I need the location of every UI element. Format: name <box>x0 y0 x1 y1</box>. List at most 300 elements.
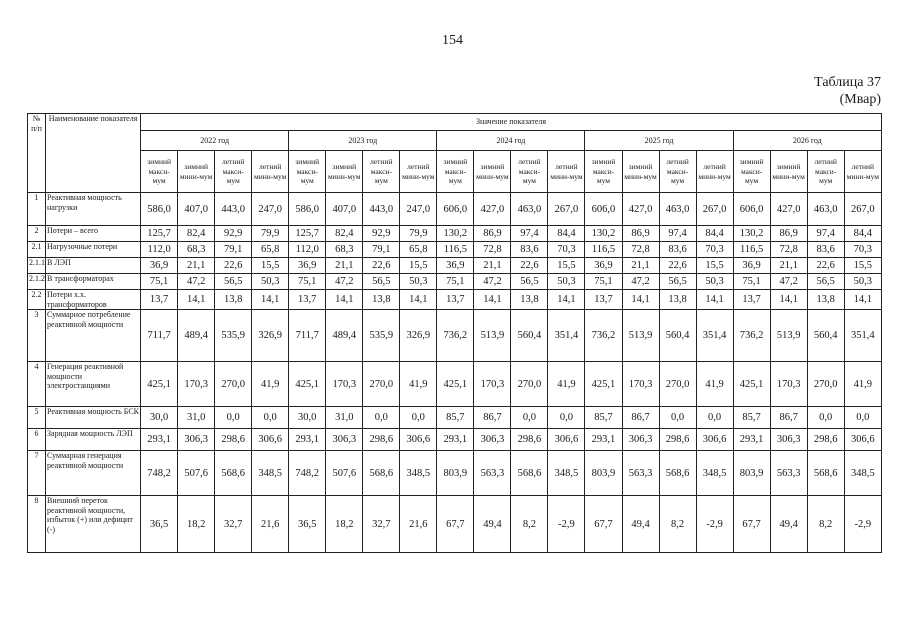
value-cell: 47,2 <box>622 274 659 290</box>
value-cell: 14,1 <box>252 290 289 310</box>
value-cell: 79,1 <box>215 242 252 258</box>
value-cell: 13,8 <box>363 290 400 310</box>
value-cell: 30,0 <box>289 407 326 429</box>
table-title: Таблица 37 <box>814 75 881 90</box>
row-number: 4 <box>28 362 46 407</box>
value-cell: 0,0 <box>363 407 400 429</box>
value-cell: 21,1 <box>770 258 807 274</box>
row-name: Реактивная мощность нагрузки <box>46 193 141 226</box>
value-cell: 50,3 <box>252 274 289 290</box>
value-cell: 41,9 <box>252 362 289 407</box>
value-cell: 513,9 <box>770 310 807 362</box>
value-cell: 86,7 <box>622 407 659 429</box>
value-cell: 0,0 <box>215 407 252 429</box>
value-cell: 67,7 <box>437 496 474 553</box>
header-season-4-2: зимний мини-мум <box>622 151 659 193</box>
row-name: Потери х.х. трансформаторов <box>46 290 141 310</box>
value-cell: 65,8 <box>252 242 289 258</box>
value-cell: 13,8 <box>215 290 252 310</box>
table-row <box>28 451 882 496</box>
value-cell: 306,3 <box>770 429 807 451</box>
header-season-3-1: зимний макси-мум <box>437 151 474 193</box>
value-cell: 56,5 <box>807 274 844 290</box>
value-cell: 425,1 <box>437 362 474 407</box>
value-cell: 56,5 <box>215 274 252 290</box>
value-cell: 563,3 <box>474 451 511 496</box>
value-cell: 0,0 <box>548 407 585 429</box>
value-cell: 568,6 <box>659 451 696 496</box>
value-cell: 351,4 <box>548 310 585 362</box>
row-number: 2.1 <box>28 242 46 258</box>
header-season-1-2: зимний мини-мум <box>178 151 215 193</box>
value-cell: 47,2 <box>770 274 807 290</box>
value-cell: 563,3 <box>770 451 807 496</box>
header-year-2022: 2022 год <box>141 131 289 151</box>
value-cell: 606,0 <box>585 193 622 226</box>
value-cell: 803,9 <box>585 451 622 496</box>
value-cell: 586,0 <box>289 193 326 226</box>
value-cell: 130,2 <box>437 226 474 242</box>
value-cell: 711,7 <box>141 310 178 362</box>
header-year-2026: 2026 год <box>733 131 881 151</box>
value-cell: 15,5 <box>696 258 733 274</box>
value-cell: 14,1 <box>548 290 585 310</box>
value-cell: 47,2 <box>474 274 511 290</box>
table-row <box>28 242 882 258</box>
value-cell: 170,3 <box>326 362 363 407</box>
value-cell: 86,9 <box>622 226 659 242</box>
value-cell: 84,4 <box>844 226 881 242</box>
value-cell: 130,2 <box>585 226 622 242</box>
row-number: 2.1.2 <box>28 274 46 290</box>
value-cell: 306,3 <box>326 429 363 451</box>
value-cell: 84,4 <box>548 226 585 242</box>
value-cell: 130,2 <box>733 226 770 242</box>
row-name: Суммарное потребление реактивной мощности <box>46 310 141 362</box>
header-name: Наименование показателя <box>46 114 141 193</box>
header-season-3-3: летний макси-мум <box>511 151 548 193</box>
value-cell: 36,9 <box>141 258 178 274</box>
value-cell: 803,9 <box>437 451 474 496</box>
header-season-4-3: летний макси-мум <box>659 151 696 193</box>
value-cell: 56,5 <box>659 274 696 290</box>
value-cell: 56,5 <box>363 274 400 290</box>
value-cell: 298,6 <box>215 429 252 451</box>
value-cell: 14,1 <box>474 290 511 310</box>
value-cell: 535,9 <box>363 310 400 362</box>
value-cell: 293,1 <box>585 429 622 451</box>
value-cell: 49,4 <box>622 496 659 553</box>
value-cell: 748,2 <box>141 451 178 496</box>
value-cell: 425,1 <box>733 362 770 407</box>
header-season-5-2: зимний мини-мум <box>770 151 807 193</box>
value-cell: 267,0 <box>696 193 733 226</box>
header-season-4-4: летний мини-мум <box>696 151 733 193</box>
row-name: Нагрузочные потери <box>46 242 141 258</box>
value-cell: 306,6 <box>844 429 881 451</box>
value-cell: 14,1 <box>326 290 363 310</box>
value-cell: 170,3 <box>178 362 215 407</box>
row-number: 3 <box>28 310 46 362</box>
header-row-seasons <box>28 151 882 193</box>
header-season-5-4: летний мини-мум <box>844 151 881 193</box>
value-cell: 112,0 <box>289 242 326 258</box>
value-cell: 568,6 <box>363 451 400 496</box>
value-cell: 463,0 <box>807 193 844 226</box>
value-cell: 507,6 <box>326 451 363 496</box>
value-cell: 70,3 <box>696 242 733 258</box>
value-cell: 0,0 <box>696 407 733 429</box>
value-cell: 736,2 <box>437 310 474 362</box>
value-cell: 351,4 <box>844 310 881 362</box>
value-cell: 85,7 <box>585 407 622 429</box>
row-number: 1 <box>28 193 46 226</box>
value-cell: 425,1 <box>141 362 178 407</box>
value-cell: 13,7 <box>733 290 770 310</box>
row-name: Суммарная генерация реактивной мощности <box>46 451 141 496</box>
value-cell: 306,6 <box>548 429 585 451</box>
value-cell: 14,1 <box>400 290 437 310</box>
value-cell: 568,6 <box>807 451 844 496</box>
value-cell: 803,9 <box>733 451 770 496</box>
value-cell: 21,6 <box>400 496 437 553</box>
value-cell: 125,7 <box>289 226 326 242</box>
header-season-5-1: зимний макси-мум <box>733 151 770 193</box>
value-cell: 306,6 <box>400 429 437 451</box>
value-cell: 0,0 <box>807 407 844 429</box>
value-cell: 351,4 <box>696 310 733 362</box>
value-cell: 22,6 <box>511 258 548 274</box>
value-cell: 13,7 <box>141 290 178 310</box>
table-caption <box>814 74 881 108</box>
value-cell: 270,0 <box>511 362 548 407</box>
value-cell: 36,9 <box>733 258 770 274</box>
value-cell: 425,1 <box>289 362 326 407</box>
value-cell: 306,6 <box>252 429 289 451</box>
header-season-2-4: летний мини-мум <box>400 151 437 193</box>
table-row <box>28 429 882 451</box>
value-cell: 97,4 <box>807 226 844 242</box>
value-cell: 75,1 <box>141 274 178 290</box>
value-cell: 348,5 <box>252 451 289 496</box>
table-row <box>28 193 882 226</box>
table-unit: (Мвар) <box>839 92 881 107</box>
value-cell: 0,0 <box>659 407 696 429</box>
value-cell: 170,3 <box>622 362 659 407</box>
value-cell: 32,7 <box>215 496 252 553</box>
value-cell: 13,7 <box>437 290 474 310</box>
value-cell: 8,2 <box>807 496 844 553</box>
value-cell: 247,0 <box>252 193 289 226</box>
row-name: Зарядная мощность ЛЭП <box>46 429 141 451</box>
value-cell: 50,3 <box>548 274 585 290</box>
value-cell: 348,5 <box>400 451 437 496</box>
value-cell: 50,3 <box>696 274 733 290</box>
value-cell: 92,9 <box>215 226 252 242</box>
value-cell: 116,5 <box>437 242 474 258</box>
value-cell: 49,4 <box>770 496 807 553</box>
value-cell: 427,0 <box>622 193 659 226</box>
value-cell: 247,0 <box>400 193 437 226</box>
value-cell: 560,4 <box>807 310 844 362</box>
value-cell: 270,0 <box>363 362 400 407</box>
value-cell: 125,7 <box>141 226 178 242</box>
value-cell: 14,1 <box>844 290 881 310</box>
value-cell: 79,9 <box>400 226 437 242</box>
value-cell: 306,3 <box>622 429 659 451</box>
header-row-1 <box>28 114 882 131</box>
value-cell: 560,4 <box>659 310 696 362</box>
value-cell: 97,4 <box>659 226 696 242</box>
table-row <box>28 258 882 274</box>
value-cell: 293,1 <box>289 429 326 451</box>
header-season-5-3: летний макси-мум <box>807 151 844 193</box>
value-cell: 8,2 <box>511 496 548 553</box>
value-cell: 407,0 <box>326 193 363 226</box>
value-cell: 270,0 <box>807 362 844 407</box>
value-cell: 47,2 <box>178 274 215 290</box>
value-cell: 15,5 <box>548 258 585 274</box>
row-number: 2 <box>28 226 46 242</box>
value-cell: 513,9 <box>474 310 511 362</box>
table-row <box>28 362 882 407</box>
value-cell: 22,6 <box>215 258 252 274</box>
value-cell: 41,9 <box>844 362 881 407</box>
header-season-3-4: летний мини-мум <box>548 151 585 193</box>
value-cell: 72,8 <box>474 242 511 258</box>
header-no: № п/п <box>28 114 46 193</box>
value-cell: 86,9 <box>474 226 511 242</box>
value-cell: 298,6 <box>511 429 548 451</box>
row-number: 8 <box>28 496 46 553</box>
value-cell: 83,6 <box>807 242 844 258</box>
value-cell: 116,5 <box>733 242 770 258</box>
value-cell: 92,9 <box>363 226 400 242</box>
value-cell: 306,6 <box>696 429 733 451</box>
value-cell: 306,3 <box>474 429 511 451</box>
value-cell: 407,0 <box>178 193 215 226</box>
value-cell: 86,7 <box>474 407 511 429</box>
value-cell: 68,3 <box>178 242 215 258</box>
value-cell: 49,4 <box>474 496 511 553</box>
value-cell: 293,1 <box>437 429 474 451</box>
value-cell: 79,1 <box>363 242 400 258</box>
value-cell: 267,0 <box>548 193 585 226</box>
value-cell: 32,7 <box>363 496 400 553</box>
value-cell: 0,0 <box>844 407 881 429</box>
value-cell: 50,3 <box>844 274 881 290</box>
value-cell: 736,2 <box>733 310 770 362</box>
value-cell: 711,7 <box>289 310 326 362</box>
value-cell: 348,5 <box>844 451 881 496</box>
value-cell: 13,7 <box>585 290 622 310</box>
header-season-2-3: летний макси-мум <box>363 151 400 193</box>
header-year-2023: 2023 год <box>289 131 437 151</box>
value-cell: 443,0 <box>215 193 252 226</box>
header-season-4-1: зимний макси-мум <box>585 151 622 193</box>
value-cell: 75,1 <box>289 274 326 290</box>
value-cell: 22,6 <box>807 258 844 274</box>
value-cell: 86,7 <box>770 407 807 429</box>
value-cell: 82,4 <box>178 226 215 242</box>
header-value: Значение показателя <box>141 114 882 131</box>
table-row <box>28 407 882 429</box>
value-cell: 85,7 <box>733 407 770 429</box>
row-number: 2.1.1 <box>28 258 46 274</box>
value-cell: 70,3 <box>844 242 881 258</box>
value-cell: 75,1 <box>733 274 770 290</box>
value-cell: 31,0 <box>326 407 363 429</box>
value-cell: 13,8 <box>511 290 548 310</box>
value-cell: 112,0 <box>141 242 178 258</box>
value-cell: 748,2 <box>289 451 326 496</box>
value-cell: 70,3 <box>548 242 585 258</box>
value-cell: 65,8 <box>400 242 437 258</box>
table-row <box>28 226 882 242</box>
value-cell: 0,0 <box>511 407 548 429</box>
value-cell: -2,9 <box>548 496 585 553</box>
value-cell: 82,4 <box>326 226 363 242</box>
value-cell: 14,1 <box>696 290 733 310</box>
value-cell: 79,9 <box>252 226 289 242</box>
table-head <box>28 114 882 193</box>
value-cell: 306,3 <box>178 429 215 451</box>
value-cell: 0,0 <box>252 407 289 429</box>
value-cell: 14,1 <box>770 290 807 310</box>
row-name: В ЛЭП <box>46 258 141 274</box>
value-cell: 21,1 <box>622 258 659 274</box>
row-number: 6 <box>28 429 46 451</box>
value-cell: 83,6 <box>659 242 696 258</box>
value-cell: 83,6 <box>511 242 548 258</box>
value-cell: 97,4 <box>511 226 548 242</box>
value-cell: 736,2 <box>585 310 622 362</box>
value-cell: 13,7 <box>289 290 326 310</box>
value-cell: 56,5 <box>511 274 548 290</box>
value-cell: -2,9 <box>696 496 733 553</box>
value-cell: 30,0 <box>141 407 178 429</box>
value-cell: 13,8 <box>659 290 696 310</box>
value-cell: 0,0 <box>400 407 437 429</box>
value-cell: 14,1 <box>622 290 659 310</box>
value-cell: 489,4 <box>178 310 215 362</box>
row-name: Внешний переток реактивной мощности, избыток (+) или дефицит (-) <box>46 496 141 553</box>
value-cell: 586,0 <box>141 193 178 226</box>
value-cell: 68,3 <box>326 242 363 258</box>
value-cell: 72,8 <box>622 242 659 258</box>
value-cell: 427,0 <box>770 193 807 226</box>
value-cell: 513,9 <box>622 310 659 362</box>
row-name: Генерация реактивной мощности электростанциями <box>46 362 141 407</box>
table-row <box>28 496 882 553</box>
row-number: 5 <box>28 407 46 429</box>
value-cell: 15,5 <box>844 258 881 274</box>
header-season-1-1: зимний макси-мум <box>141 151 178 193</box>
value-cell: 535,9 <box>215 310 252 362</box>
value-cell: 8,2 <box>659 496 696 553</box>
value-cell: 489,4 <box>326 310 363 362</box>
value-cell: 41,9 <box>696 362 733 407</box>
header-year-2025: 2025 год <box>585 131 733 151</box>
value-cell: 568,6 <box>215 451 252 496</box>
value-cell: 75,1 <box>585 274 622 290</box>
value-cell: 463,0 <box>511 193 548 226</box>
value-cell: 21,1 <box>326 258 363 274</box>
value-cell: 50,3 <box>400 274 437 290</box>
value-cell: 36,5 <box>289 496 326 553</box>
value-cell: 22,6 <box>659 258 696 274</box>
value-cell: 348,5 <box>696 451 733 496</box>
value-cell: 21,6 <box>252 496 289 553</box>
value-cell: 298,6 <box>363 429 400 451</box>
value-cell: 47,2 <box>326 274 363 290</box>
value-cell: 293,1 <box>141 429 178 451</box>
value-cell: 13,8 <box>807 290 844 310</box>
value-cell: -2,9 <box>844 496 881 553</box>
value-cell: 72,8 <box>770 242 807 258</box>
value-cell: 507,6 <box>178 451 215 496</box>
value-cell: 348,5 <box>548 451 585 496</box>
value-cell: 267,0 <box>844 193 881 226</box>
value-cell: 568,6 <box>511 451 548 496</box>
value-cell: 31,0 <box>178 407 215 429</box>
header-row-years <box>28 131 882 151</box>
value-cell: 18,2 <box>326 496 363 553</box>
value-cell: 67,7 <box>733 496 770 553</box>
value-cell: 560,4 <box>511 310 548 362</box>
row-name: В трансформаторах <box>46 274 141 290</box>
row-name: Реактивная мощность БСК <box>46 407 141 429</box>
table-row <box>28 290 882 310</box>
value-cell: 606,0 <box>733 193 770 226</box>
value-cell: 22,6 <box>363 258 400 274</box>
value-cell: 85,7 <box>437 407 474 429</box>
row-number: 2.2 <box>28 290 46 310</box>
header-year-2024: 2024 год <box>437 131 585 151</box>
value-cell: 67,7 <box>585 496 622 553</box>
value-cell: 18,2 <box>178 496 215 553</box>
value-cell: 270,0 <box>659 362 696 407</box>
value-cell: 36,5 <box>141 496 178 553</box>
value-cell: 36,9 <box>437 258 474 274</box>
table-body <box>28 193 882 553</box>
header-season-3-2: зимний мини-мум <box>474 151 511 193</box>
value-cell: 427,0 <box>474 193 511 226</box>
value-cell: 606,0 <box>437 193 474 226</box>
value-cell: 170,3 <box>770 362 807 407</box>
value-cell: 298,6 <box>659 429 696 451</box>
header-season-2-1: зимний макси-мум <box>289 151 326 193</box>
header-season-1-3: летний макси-мум <box>215 151 252 193</box>
value-cell: 14,1 <box>178 290 215 310</box>
header-season-1-4: летний мини-мум <box>252 151 289 193</box>
value-cell: 36,9 <box>289 258 326 274</box>
value-cell: 75,1 <box>437 274 474 290</box>
data-table <box>27 113 882 553</box>
table-row <box>28 274 882 290</box>
value-cell: 84,4 <box>696 226 733 242</box>
value-cell: 15,5 <box>252 258 289 274</box>
value-cell: 116,5 <box>585 242 622 258</box>
value-cell: 36,9 <box>585 258 622 274</box>
value-cell: 425,1 <box>585 362 622 407</box>
header-season-2-2: зимний мини-мум <box>326 151 363 193</box>
page-number: 154 <box>442 33 463 48</box>
value-cell: 463,0 <box>659 193 696 226</box>
value-cell: 21,1 <box>178 258 215 274</box>
value-cell: 21,1 <box>474 258 511 274</box>
value-cell: 298,6 <box>807 429 844 451</box>
